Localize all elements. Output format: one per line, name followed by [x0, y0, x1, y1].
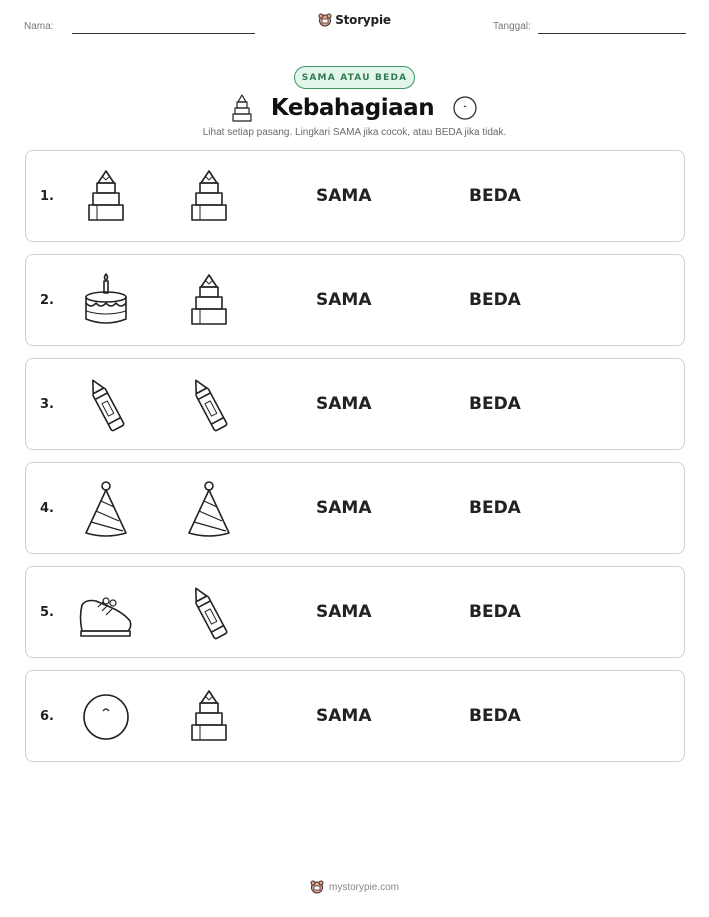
same-option[interactable]: SAMA	[316, 706, 372, 726]
different-option[interactable]: BEDA	[469, 394, 521, 414]
question-row-6	[25, 670, 685, 762]
name-field-line[interactable]	[72, 33, 255, 34]
question-row-2	[25, 254, 685, 346]
crayon-icon	[179, 583, 239, 643]
question-number: 3.	[40, 396, 54, 412]
different-option[interactable]: BEDA	[469, 498, 521, 518]
party-hat-icon	[76, 479, 136, 539]
crayon-icon	[76, 375, 136, 435]
storypie-mascot-icon	[310, 880, 324, 894]
balloon-icon	[452, 95, 478, 121]
different-option[interactable]: BEDA	[469, 706, 521, 726]
stacked-blocks-icon	[179, 687, 239, 747]
shoe-icon	[76, 583, 136, 643]
name-label: Nama:	[24, 21, 54, 32]
question-row-4	[25, 462, 685, 554]
different-option[interactable]: BEDA	[469, 290, 521, 310]
question-row-3	[25, 358, 685, 450]
page-title: Kebahagiaan	[270, 95, 435, 121]
balloon-icon	[76, 687, 136, 747]
question-number: 1.	[40, 188, 54, 204]
stacked-blocks-icon	[76, 167, 136, 227]
brand-logo	[0, 13, 709, 27]
stacked-blocks-icon	[231, 93, 253, 123]
question-number: 6.	[40, 708, 54, 724]
birthday-cake-icon	[76, 271, 136, 331]
same-option[interactable]: SAMA	[316, 498, 372, 518]
worksheet-badge: SAMA ATAU BEDA	[294, 66, 415, 89]
same-option[interactable]: SAMA	[316, 602, 372, 622]
question-number: 2.	[40, 292, 54, 308]
same-option[interactable]: SAMA	[316, 186, 372, 206]
stacked-blocks-icon	[179, 167, 239, 227]
crayon-icon	[179, 375, 239, 435]
different-option[interactable]: BEDA	[469, 186, 521, 206]
date-field-line[interactable]	[538, 33, 686, 34]
footer-site: mystorypie.com	[328, 881, 399, 893]
same-option[interactable]: SAMA	[316, 290, 372, 310]
instruction-text: Lihat setiap pasang. Lingkari SAMA jika cocok, atau BEDA jika tidak.	[202, 127, 507, 138]
question-row-1	[25, 150, 685, 242]
question-row-5	[25, 566, 685, 658]
storypie-mascot-icon	[318, 13, 332, 27]
date-label: Tanggal:	[493, 21, 531, 32]
same-option[interactable]: SAMA	[316, 394, 372, 414]
brand-name: Storypie	[335, 13, 391, 27]
different-option[interactable]: BEDA	[469, 602, 521, 622]
question-number: 5.	[40, 604, 54, 620]
question-number: 4.	[40, 500, 54, 516]
title-row	[0, 92, 709, 124]
party-hat-icon	[179, 479, 239, 539]
footer	[0, 880, 709, 894]
stacked-blocks-icon	[179, 271, 239, 331]
